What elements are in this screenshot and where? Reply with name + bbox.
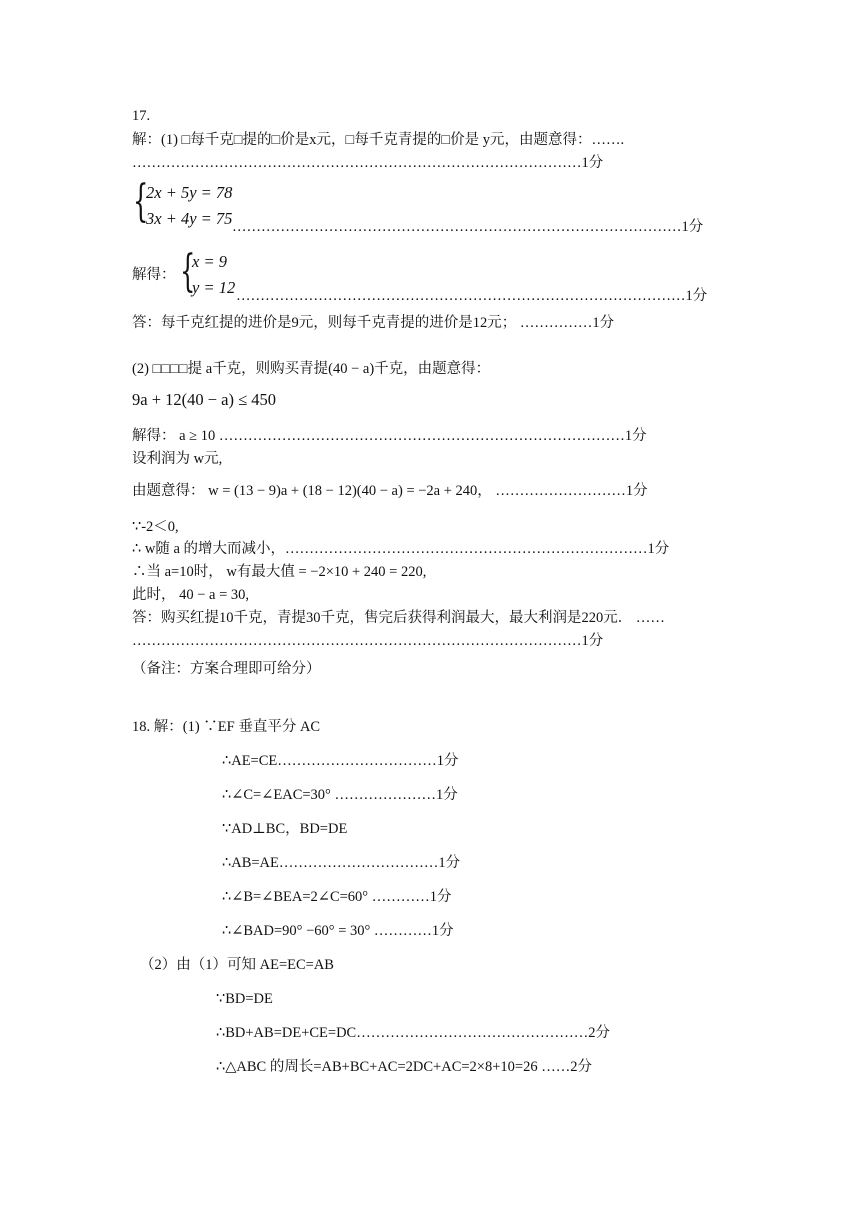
q17-part2-intro: (2) □□□□提 a千克，则购买青提(40 − a)千克，由题意得： [132, 361, 491, 377]
solve-label: 解得： [132, 267, 176, 283]
system1-equation2: 3x + 4y = 75 [146, 209, 233, 228]
q17-therefore2: ∴当 a=10时， w有最大值 = −2×10 + 240 = 220, [132, 564, 427, 580]
q18-line4: ∴AB=AE……………………………1分 [222, 855, 461, 871]
q17-profit-eq: 由题意得： w = (13 − 9)a + (18 − 12)(40 − a) = −2a + 240， ………………………1分 [132, 483, 648, 499]
system2-dots: …………………………………………………………………………………1分 [236, 288, 708, 304]
q18-part2: （2）由（1）可知 AE=EC=AB [140, 957, 334, 973]
q17-note: （备注：方案合理即可给分） [132, 661, 321, 677]
q17-line1-dots: …………………………………………………………………………………1分 [132, 155, 604, 171]
q17-answer2: 答：购买红提10千克，青提30千克，售完后获得利润最大，最大利润是220元． …… [132, 610, 665, 626]
left-brace-icon: { [180, 246, 196, 297]
q17-line1: 解：(1) □每千克□提的□价是x元，□每千克青提的□价是 y元，由题意得：……. [132, 132, 625, 148]
q18-line1: ∴AE=CE……………………………1分 [222, 753, 459, 769]
q17-because: ∵-2＜0, [132, 519, 179, 535]
q18-line2: ∴∠C=∠EAC=30° …………………1分 [222, 787, 458, 803]
q18-line5: ∴∠B=∠BEA=2∠C=60° …………1分 [222, 889, 452, 905]
q17-profit-def: 设利润为 w元, [132, 451, 223, 467]
q17-solve2: 解得： a ≥ 10 …………………………………………………………………………1分 [132, 428, 647, 444]
system2-equation2: y = 12 [192, 278, 236, 297]
q17-then: 此时， 40 − a = 30, [132, 587, 250, 603]
q18-line9: ∴△ABC 的周长=AB+BC+AC=2DC+AC=2×8+10=26 ……2分 [216, 1059, 592, 1075]
q18-line7: ∵BD=DE [216, 991, 273, 1007]
left-brace-icon: { [133, 176, 149, 227]
system2-equation1: x = 9 [192, 252, 227, 271]
q17-answer2-dots: …………………………………………………………………………………1分 [132, 633, 604, 649]
q17-number: 17. [132, 108, 151, 124]
system1-dots: …………………………………………………………………………………1分 [232, 219, 704, 235]
q18-head: 18. 解：(1) ∵EF 垂直平分 AC [132, 719, 321, 735]
q18-line3: ∵AD⊥BC，BD=DE [222, 821, 348, 837]
q18-line6: ∴∠BAD=90° −60° = 30° …………1分 [222, 923, 454, 939]
q18-line8: ∴BD+AB=DE+CE=DC…………………………………………2分 [216, 1025, 610, 1041]
q17-therefore1: ∴ w随 a 的增大而减小，…………………………………………………………………1分 [132, 541, 670, 557]
q17-answer1: 答：每千克红提的进价是9元，则每千克青提的进价是12元； ……………1分 [132, 315, 615, 331]
q17-inequality: 9a + 12(40 − a) ≤ 450 [132, 390, 277, 409]
system1-equation1: 2x + 5y = 78 [146, 183, 233, 202]
